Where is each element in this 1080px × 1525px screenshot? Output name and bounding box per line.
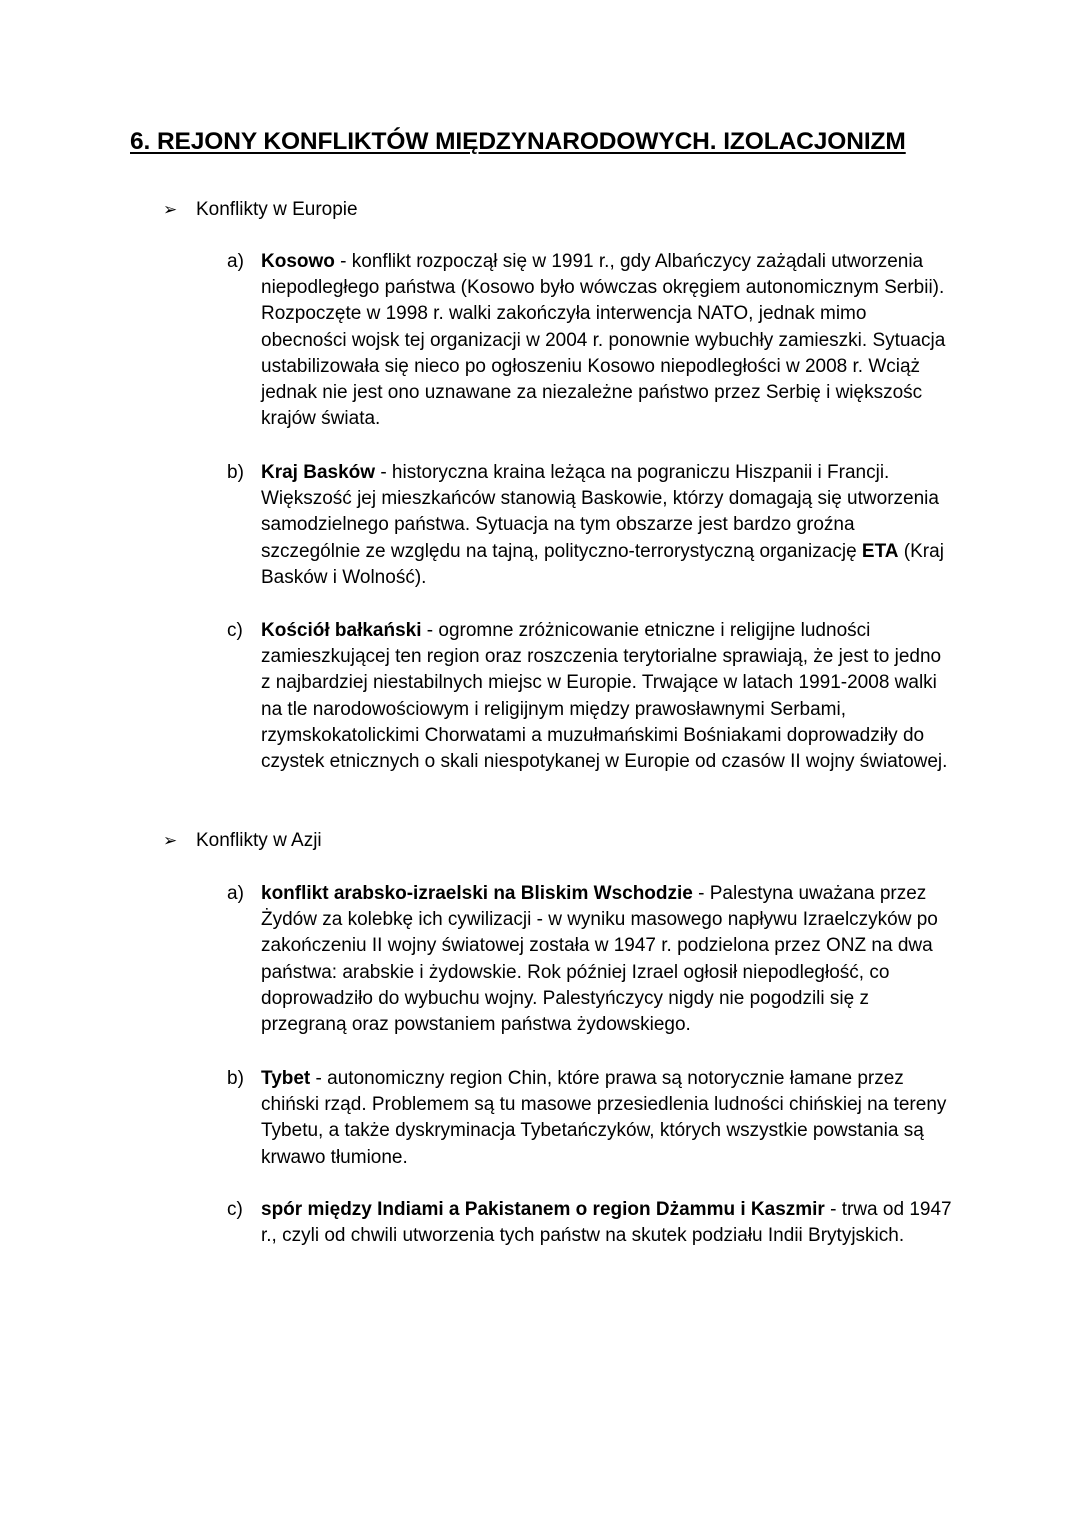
list-item-body [261, 1197, 952, 1249]
item-term: Kraj Basków [261, 462, 376, 483]
item-text: - ogromne zróżnicowanie etniczne i religijne ludności zamieszkującej ten region oraz roszczenia terytorialne sprawiają, że jest to jedno z najbardziej niestabilnych miejsc w Europie. Trwające w latach 1991-2008 walki na tle narodowościowym i religijnym między prawosławnymi Serbami, rzymskokatolickimi Chorwatami a muzułmańskimi Bośniakami doprowadziły do czystek etnicznych o skali niespotykanej w Europie od czasów II wojny światowej. [261, 620, 948, 773]
item-term: konflikt arabsko-izraelski na Bliskim Wschodzie [261, 883, 693, 904]
item-text: - historyczna kraina leżąca na pograniczu Hiszpanii i Francji. Większość jej mieszkańców stanowią Baskowie, którzy domagają się utworzenia samodzielnego państwa. Sytuacja na tym obszarze jest bardzo groźna szczególnie ze względu na tajną, polityczno-terrorystyczną organizację [261, 462, 939, 562]
section-heading-europe [163, 197, 358, 223]
list-item-body [261, 1066, 952, 1171]
list-marker: b) [227, 1068, 244, 1089]
list-item-body [261, 249, 952, 432]
item-term: Tybet [261, 1068, 311, 1089]
item-text: - konflikt rozpoczął się w 1991 r., gdy Albańczycy zażądali utworzenia niepodległego państwa (Kosowo było wówczas okręgiem autonomicznym Serbii). Rozpoczęte w 1998 r. walki zakończyła interwencja NATO, jednak mimo obecności wojsk tej organizacji w 2004 r. ponownie wybuchły zamieszki. Sytuacja ustabilizowała się nieco po ogłoszeniu Kosowo niepodległości w 2008 r. Wciąż jednak nie jest ono uznawane za niezależne państwo przez Serbię i większośc krajów świata. [261, 251, 946, 430]
item-text-after: (Kraj Basków i Wolność). [261, 540, 944, 588]
item-term: Kosowo [261, 251, 335, 272]
list-item-konflikt-arabsko-izraelski [227, 881, 952, 1038]
list-item-tybet [227, 1066, 952, 1171]
page-title: 6. REJONY KONFLIKTÓW MIĘDZYNARODOWYCH. IZOLACJONIZM [130, 128, 906, 155]
list-item-body [261, 618, 952, 775]
list-item-kraj-baskow [227, 460, 952, 591]
list-marker: b) [227, 462, 244, 483]
item-text: - Palestyna uważana przez Żydów za kolebkę ich cywilizacji - w wyniku masowego napływu Izraelczyków po zakończeniu II wojny światowej została w 1947 r. podzielona przez ONZ na dwa państwa: arabskie i żydowskie. Rok później Izrael ogłosił niepodległość, co doprowadziło do wybuchu wojny. Palestyńczycy nigdy nie pogodzili się z przegraną oraz powstaniem państwa żydowskiego. [261, 883, 938, 1036]
item-term: Kościół bałkański [261, 620, 422, 641]
list-item-kociol-balkanski [227, 618, 952, 775]
section-heading-label: Konflikty w Azji [196, 830, 322, 851]
item-text: - trwa od 1947 r., czyli od chwili utworzenia tych państw na skutek podziału Indii Brytyjskich. [261, 1199, 952, 1247]
item-term: spór między Indiami a Pakistanem o region Dżammu i Kaszmir [261, 1199, 825, 1220]
list-marker: a) [227, 251, 244, 272]
section-heading-label: Konflikty w Europie [196, 199, 358, 220]
arrow-bullet-icon: ➢ [163, 200, 178, 219]
arrow-bullet-icon: ➢ [163, 831, 178, 850]
list-marker: c) [227, 1199, 243, 1220]
list-item-kosowo [227, 249, 952, 432]
list-item-dzammu-kaszmir [227, 1197, 952, 1249]
item-text: - autonomiczny region Chin, które prawa są notorycznie łamane przez chiński rząd. Problemem są tu masowe przesiedlenia ludności chińskiej na tereny Tybetu, a także dyskryminacja Tybetańczyków, których wszystkie powstania są krwawo tłumione. [261, 1068, 947, 1168]
item-bold-inline: ETA [861, 540, 899, 562]
list-item-body [261, 460, 952, 591]
list-marker: a) [227, 883, 244, 904]
section-heading-asia [163, 828, 322, 854]
list-item-body [261, 881, 952, 1038]
list-marker: c) [227, 620, 243, 641]
